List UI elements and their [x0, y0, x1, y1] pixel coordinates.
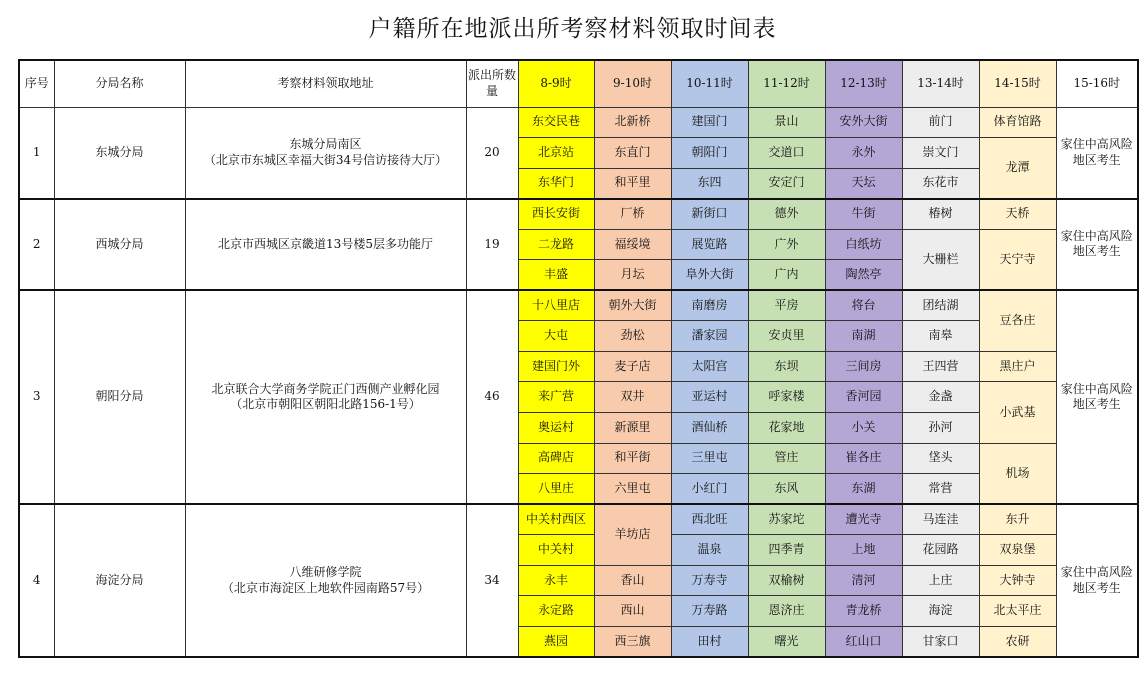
station-cell: 中关村西区 — [518, 504, 594, 535]
pickup-address — [185, 504, 466, 657]
row-index: 3 — [19, 290, 54, 504]
station-cell: 永丰 — [518, 565, 594, 596]
station-cell: 麦子店 — [594, 351, 671, 382]
station-cell: 甘家口 — [902, 626, 979, 657]
station-cell: 天坛 — [825, 168, 902, 199]
station-cell: 平房 — [748, 290, 825, 321]
station-cell: 建国门外 — [518, 351, 594, 382]
station-cell: 龙潭 — [979, 138, 1056, 199]
row-index: 4 — [19, 504, 54, 657]
station-cell: 小武基 — [979, 382, 1056, 443]
address-line: 北京市西城区京畿道13号楼5层多功能厅 — [218, 236, 433, 251]
station-cell: 酒仙桥 — [671, 412, 748, 443]
station-cell: 王四营 — [902, 351, 979, 382]
pickup-address — [185, 107, 466, 199]
station-cell: 上地 — [825, 535, 902, 566]
station-cell: 双井 — [594, 382, 671, 413]
table-row — [19, 199, 1138, 230]
station-cell: 团结湖 — [902, 290, 979, 321]
station-cell: 月坛 — [594, 260, 671, 291]
bureau-name: 朝阳分局 — [54, 290, 185, 504]
station-cell: 花家地 — [748, 412, 825, 443]
station-cell: 朝外大街 — [594, 290, 671, 321]
address-line: 北京联合大学商务学院正门西侧产业孵化园 — [211, 381, 440, 396]
bureau-name: 海淀分局 — [54, 504, 185, 657]
header-count: 派出所数量 — [466, 60, 518, 107]
station-cell: 上庄 — [902, 565, 979, 596]
station-cell: 新源里 — [594, 412, 671, 443]
station-cell: 呼家楼 — [748, 382, 825, 413]
table-row — [19, 107, 1138, 138]
station-cell: 苏家坨 — [748, 504, 825, 535]
station-cell: 崔各庄 — [825, 443, 902, 474]
header-index: 序号 — [19, 60, 54, 107]
station-cell: 东四 — [671, 168, 748, 199]
station-cell: 东风 — [748, 474, 825, 505]
note-cell: 家住中高风险地区考生 — [1056, 504, 1138, 657]
address-line: 东城分局南区 — [289, 136, 362, 151]
station-cell: 大栅栏 — [902, 229, 979, 290]
station-cell: 劲松 — [594, 321, 671, 352]
station-cell: 垡头 — [902, 443, 979, 474]
station-cell: 花园路 — [902, 535, 979, 566]
station-cell: 安定门 — [748, 168, 825, 199]
station-cell: 遭光寺 — [825, 504, 902, 535]
station-cell: 高碑店 — [518, 443, 594, 474]
station-cell: 北京站 — [518, 138, 594, 169]
station-cell: 潘家园 — [671, 321, 748, 352]
row-index: 1 — [19, 107, 54, 199]
station-cell: 景山 — [748, 107, 825, 138]
station-cell: 将台 — [825, 290, 902, 321]
station-cell: 红山口 — [825, 626, 902, 657]
station-cell: 阜外大街 — [671, 260, 748, 291]
station-cell: 永外 — [825, 138, 902, 169]
station-cell: 管庄 — [748, 443, 825, 474]
page-title: 户籍所在地派出所考察材料领取时间表 — [368, 16, 777, 42]
header-address: 考察材料领取地址 — [185, 60, 466, 107]
station-cell: 田村 — [671, 626, 748, 657]
station-cell: 西北旺 — [671, 504, 748, 535]
station-cell: 六里屯 — [594, 474, 671, 505]
station-cell: 新街口 — [671, 199, 748, 230]
header-slot-9-10: 9-10时 — [594, 60, 671, 107]
station-cell: 广外 — [748, 229, 825, 260]
station-cell: 南磨房 — [671, 290, 748, 321]
station-cell: 天桥 — [979, 199, 1056, 230]
station-cell: 八里庄 — [518, 474, 594, 505]
station-cell: 孙河 — [902, 412, 979, 443]
note-cell: 家住中高风险地区考生 — [1056, 290, 1138, 504]
station-cell: 福绥境 — [594, 229, 671, 260]
header-bureau: 分局名称 — [54, 60, 185, 107]
station-count: 34 — [466, 504, 518, 657]
station-cell: 二龙路 — [518, 229, 594, 260]
station-cell: 厂桥 — [594, 199, 671, 230]
station-cell: 金盏 — [902, 382, 979, 413]
station-cell: 南湖 — [825, 321, 902, 352]
station-cell: 豆各庄 — [979, 290, 1056, 351]
station-cell: 展览路 — [671, 229, 748, 260]
station-cell: 南皋 — [902, 321, 979, 352]
station-cell: 椿树 — [902, 199, 979, 230]
station-cell: 西三旗 — [594, 626, 671, 657]
station-cell: 奥运村 — [518, 412, 594, 443]
station-cell: 万寿路 — [671, 596, 748, 627]
station-cell: 中关村 — [518, 535, 594, 566]
table-row — [19, 504, 1138, 535]
station-cell: 恩济庄 — [748, 596, 825, 627]
header-slot-10-11: 10-11时 — [671, 60, 748, 107]
station-cell: 温泉 — [671, 535, 748, 566]
header-slot-11-12: 11-12时 — [748, 60, 825, 107]
station-cell: 常营 — [902, 474, 979, 505]
station-cell: 小关 — [825, 412, 902, 443]
station-cell: 交道口 — [748, 138, 825, 169]
station-cell: 西长安街 — [518, 199, 594, 230]
station-cell: 崇文门 — [902, 138, 979, 169]
station-cell: 体育馆路 — [979, 107, 1056, 138]
station-cell: 农研 — [979, 626, 1056, 657]
station-cell: 白纸坊 — [825, 229, 902, 260]
header-slot-12-13: 12-13时 — [825, 60, 902, 107]
station-cell: 马连洼 — [902, 504, 979, 535]
bureau-name: 东城分局 — [54, 107, 185, 199]
row-index: 2 — [19, 199, 54, 291]
station-cell: 曙光 — [748, 626, 825, 657]
header-slot-8-9: 8-9时 — [518, 60, 594, 107]
station-cell: 建国门 — [671, 107, 748, 138]
station-cell: 清河 — [825, 565, 902, 596]
header-slot-13-14: 13-14时 — [902, 60, 979, 107]
station-cell: 海淀 — [902, 596, 979, 627]
station-cell: 机场 — [979, 443, 1056, 504]
station-cell: 小红门 — [671, 474, 748, 505]
station-cell: 北太平庄 — [979, 596, 1056, 627]
station-cell: 东花市 — [902, 168, 979, 199]
pickup-address — [185, 199, 466, 291]
station-cell: 天宁寺 — [979, 229, 1056, 290]
station-cell: 广内 — [748, 260, 825, 291]
station-cell: 陶然亭 — [825, 260, 902, 291]
station-cell: 东交民巷 — [518, 107, 594, 138]
station-cell: 大屯 — [518, 321, 594, 352]
station-cell: 东坝 — [748, 351, 825, 382]
address-line: 八维研修学院 — [289, 564, 362, 579]
schedule-body — [19, 107, 1138, 657]
station-count: 46 — [466, 290, 518, 504]
station-cell: 青龙桥 — [825, 596, 902, 627]
address-detail: （北京市海淀区上地软件园南路57号） — [221, 580, 430, 595]
note-cell: 家住中高风险地区考生 — [1056, 199, 1138, 291]
address-detail: （北京市朝阳区朝阳北路156-1号） — [230, 397, 421, 412]
station-cell: 燕园 — [518, 626, 594, 657]
station-cell: 大钟寺 — [979, 565, 1056, 596]
address-detail: （北京市东城区幸福大街34号信访接待大厅） — [203, 152, 448, 167]
station-cell: 丰盛 — [518, 260, 594, 291]
header-slot-14-15: 14-15时 — [979, 60, 1056, 107]
station-cell: 十八里店 — [518, 290, 594, 321]
station-cell: 和平里 — [594, 168, 671, 199]
station-cell: 朝阳门 — [671, 138, 748, 169]
station-cell: 万寿寺 — [671, 565, 748, 596]
header-slot-15-16: 15-16时 — [1056, 60, 1138, 107]
station-cell: 三里屯 — [671, 443, 748, 474]
station-count: 20 — [466, 107, 518, 199]
station-cell: 双榆树 — [748, 565, 825, 596]
station-cell: 东湖 — [825, 474, 902, 505]
station-cell: 和平街 — [594, 443, 671, 474]
station-cell: 德外 — [748, 199, 825, 230]
schedule-table — [18, 59, 1139, 658]
station-cell: 四季青 — [748, 535, 825, 566]
pickup-address — [185, 290, 466, 504]
station-cell: 牛街 — [825, 199, 902, 230]
station-cell: 西山 — [594, 596, 671, 627]
station-cell: 双泉堡 — [979, 535, 1056, 566]
station-cell: 东华门 — [518, 168, 594, 199]
station-cell: 前门 — [902, 107, 979, 138]
station-count: 19 — [466, 199, 518, 291]
station-cell: 香山 — [594, 565, 671, 596]
header-row — [19, 60, 1138, 107]
station-cell: 太阳宫 — [671, 351, 748, 382]
station-cell: 安贞里 — [748, 321, 825, 352]
table-row — [19, 290, 1138, 321]
note-cell: 家住中高风险地区考生 — [1056, 107, 1138, 199]
station-cell: 永定路 — [518, 596, 594, 627]
station-cell: 亚运村 — [671, 382, 748, 413]
station-cell: 安外大街 — [825, 107, 902, 138]
station-cell: 东升 — [979, 504, 1056, 535]
station-cell: 来广营 — [518, 382, 594, 413]
station-cell: 羊坊店 — [594, 504, 671, 565]
station-cell: 香河园 — [825, 382, 902, 413]
station-cell: 黑庄户 — [979, 351, 1056, 382]
station-cell: 三间房 — [825, 351, 902, 382]
bureau-name: 西城分局 — [54, 199, 185, 291]
station-cell: 东直门 — [594, 138, 671, 169]
station-cell: 北新桥 — [594, 107, 671, 138]
